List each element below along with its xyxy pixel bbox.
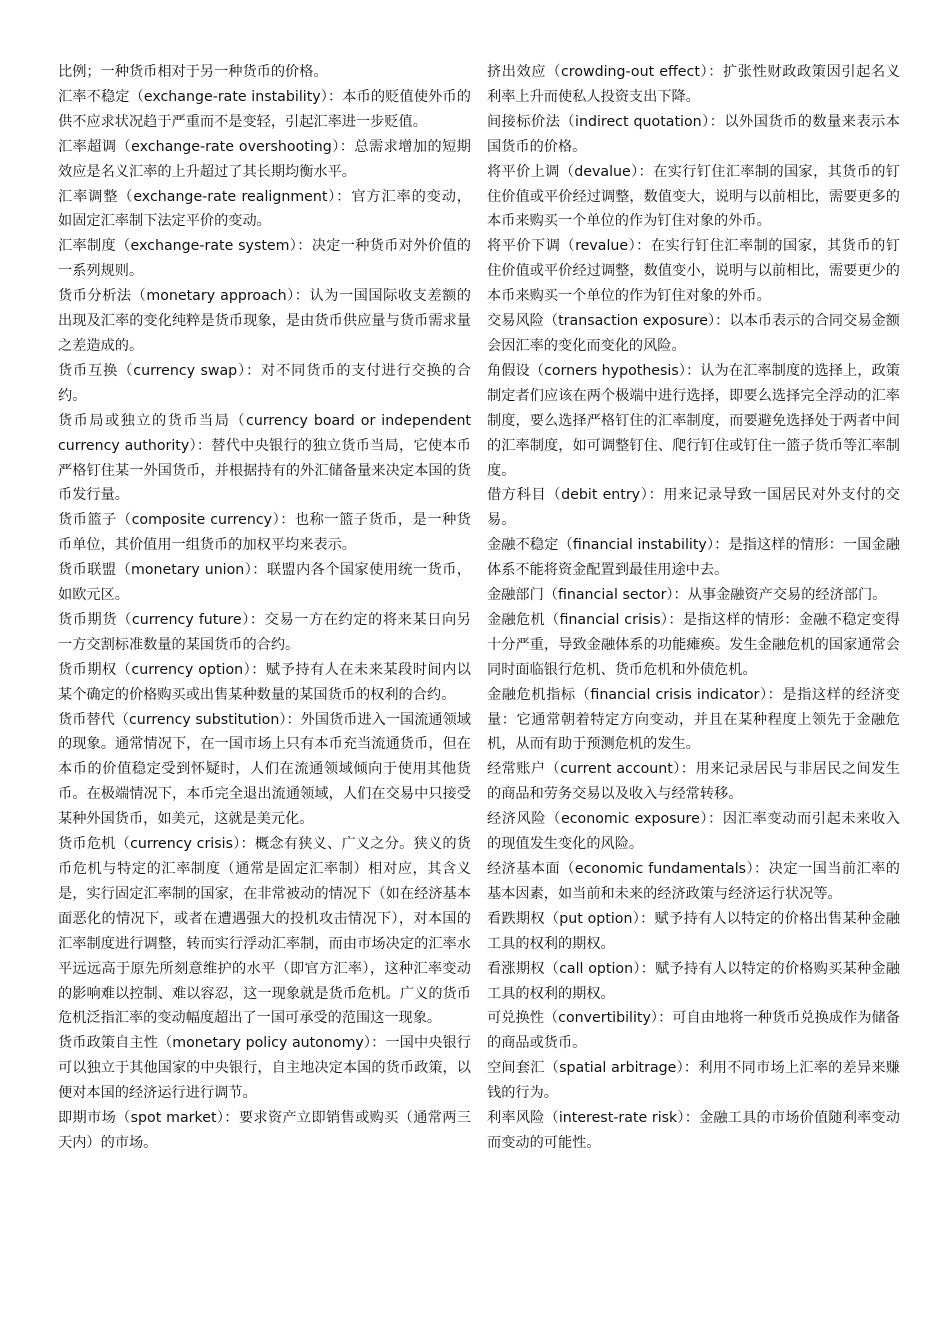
glossary-entry: 比例；一种货币相对于另一种货币的价格。: [58, 64, 328, 80]
glossary-entry: 挤出效应（crowding-out effect）：扩张性财政政策因引起名义利率上升而使私人投资支出下降。: [487, 64, 900, 105]
glossary-entry: 交易风险（transaction exposure）：以本币表示的合同交易金额会因汇率的变化而变化的风险。: [487, 313, 900, 354]
glossary-entry: 货币替代（currency substitution）：外国货币进入一国流通领域的现象。通常情况下，在一国市场上只有本币充当流通货币，但在本币的价值稳定受到怀疑时，人们在流通领域倾向于使用其他货币。在极端情况下，本币完全退出流通领域，人们在交易中只接受某种外国货币，如美元，这就是美元化。: [58, 711, 471, 828]
glossary-entry: 货币期货（currency future）：交易一方在约定的将来某日向另一方交割标准数量的某国货币的合约。: [58, 611, 471, 653]
glossary-entry: 汇率制度（exchange-rate system）：决定一种货币对外价值的一系列规则。: [58, 238, 471, 280]
glossary-entry: 汇率超调（exchange-rate overshooting）：总需求增加的短期效应是名义汇率的上升超过了其长期均衡水平。: [58, 138, 471, 180]
right-column: [487, 60, 900, 1156]
glossary-entry: 金融部门（financial sector）：从事金融资产交易的经济部门。: [487, 587, 887, 604]
glossary-entry: 货币期权（currency option）：赋予持有人在未来某段时间内以某个确定的价格购买或出售某种数量的某国货币的权利的合约。: [58, 661, 471, 703]
glossary-entry: 将平价上调（devalue）：在实行钉住汇率制的国家，其货币的钉住价值或平价经过调整，数值变大，说明与以前相比，需要更多的本币来购买一个单位的作为钉住对象的外币。: [487, 163, 900, 230]
glossary-entry: 金融危机（financial crisis）：是指这样的情形：金融不稳定变得十分严重，导致金融体系的功能瘫痪。发生金融危机的国家通常会同时面临银行危机、货币危机和外债危机。: [487, 611, 900, 678]
glossary-entry: 汇率调整（exchange-rate realignment）：官方汇率的变动，如固定汇率制下法定平价的变动。: [58, 188, 471, 230]
glossary-entry: 货币互换（currency swap）：对不同货币的支付进行交换的合约。: [58, 362, 471, 404]
glossary-entry: 汇率不稳定（exchange-rate instability）：本币的贬值使外币的供不应求状况趋于严重而不是变轻，引起汇率进一步贬值。: [58, 88, 471, 130]
glossary-entry: 利率风险（interest-rate risk）：金融工具的市场价值随利率变动而变动的可能性。: [487, 1110, 900, 1151]
glossary-entry: 可兑换性（convertibility）：可自由地将一种货币兑换成作为储备的商品或货币。: [487, 1010, 900, 1052]
glossary-entry: 看涨期权（call option）：赋予持有人以特定的价格购买某种金融工具的权利的期权。: [487, 960, 900, 1002]
glossary-entry: 货币局或独立的货币当局（currency board or independent currency authority）：替代中央银行的独立货币当局，它使本币严格钉住某一外国货币，并根据持有的外汇储备量来决定本国的货币发行量。: [58, 412, 471, 504]
glossary-entry: 角假设（corners hypothesis）：认为在汇率制度的选择上，政策制定者们应该在两个极端中进行选择，即要么选择完全浮动的汇率制度，要么选择严格钉住的汇率制度，而要避免选择处于两者中间的汇率制度，如可调整钉住、爬行钉住或钉住一篮子货币等汇率制度。: [487, 362, 900, 479]
glossary-entry: 间接标价法（indirect quotation）：以外国货币的数量来表示本国货币的价格。: [487, 113, 900, 155]
glossary-entry: 金融危机指标（financial crisis indicator）：是指这样的经济变量：它通常朝着特定方向变动，并且在某种程度上领先于金融危机，从而有助于预测危机的发生。: [487, 686, 900, 753]
glossary-entry: 货币联盟（monetary union）：联盟内各个国家使用统一货币，如欧元区。: [58, 562, 471, 604]
glossary-entry: 货币政策自主性（monetary policy autonomy）：一国中央银行可以独立于其他国家的中央银行，自主地决定本国的货币政策，以便对本国的经济运行进行调节。: [58, 1035, 471, 1102]
glossary-entry: 借方科目（debit entry）：用来记录导致一国居民对外支付的交易。: [487, 487, 900, 529]
glossary-entry: 货币分析法（monetary approach）：认为一国国际收支差额的出现及汇率的变化纯粹是货币现象，是由货币供应量与货币需求量之差造成的。: [58, 288, 471, 354]
glossary-entry: 看跌期权（put option）：赋予持有人以特定的价格出售某种金融工具的权利的期权。: [487, 910, 900, 952]
glossary-entry: 即期市场（spot market）：要求资产立即销售或购买（通常两三天内）的市场。: [58, 1110, 471, 1151]
glossary-entry: 货币危机（currency crisis）：概念有狭义、广义之分。狭义的货币危机与特定的汇率制度（通常是固定汇率制）相对应，其含义是，实行固定汇率制的国家，在非常被动的情况下（如在经济基本面恶化的情况下，或者在遭遇强大的投机攻击情况下），对本国的汇率制度进行调整，转而实行浮动汇率制，而由市场决定的汇率水平远远高于原先所刻意维护的水平（即官方汇率），这种汇率变动的影响难以控制、难以容忍，这一现象就是货币危机。广义的货币危机泛指汇率的变动幅度超出了一国可承受的范围这一现象。: [58, 836, 471, 1027]
glossary-entry: 金融不稳定（financial instability）：是指这样的情形：一国金融体系不能将资金配置到最佳用途中去。: [487, 537, 900, 579]
glossary-entry: 经济基本面（economic fundamentals）：决定一国当前汇率的基本因素，如当前和未来的经济政策与经济运行状况等。: [487, 861, 900, 902]
glossary-entry: 货币篮子（composite currency）：也称一篮子货币，是一种货币单位，其价值用一组货币的加权平均来表示。: [58, 512, 471, 554]
glossary-entry: 经济风险（economic exposure）：因汇率变动而引起未来收入的现值发生变化的风险。: [487, 811, 900, 853]
left-column: [58, 60, 471, 1156]
glossary-entry: 将平价下调（revalue）：在实行钉住汇率制的国家，其货币的钉住价值或平价经过调整，数值变小，说明与以前相比，需要更少的本币来购买一个单位的作为钉住对象的外币。: [487, 238, 900, 305]
glossary-entry: 空间套汇（spatial arbitrage）：利用不同市场上汇率的差异来赚钱的行为。: [487, 1060, 900, 1102]
glossary-entry: 经常账户（current account）：用来记录居民与非居民之间发生的商品和劳务交易以及收入与经常转移。: [487, 761, 900, 803]
